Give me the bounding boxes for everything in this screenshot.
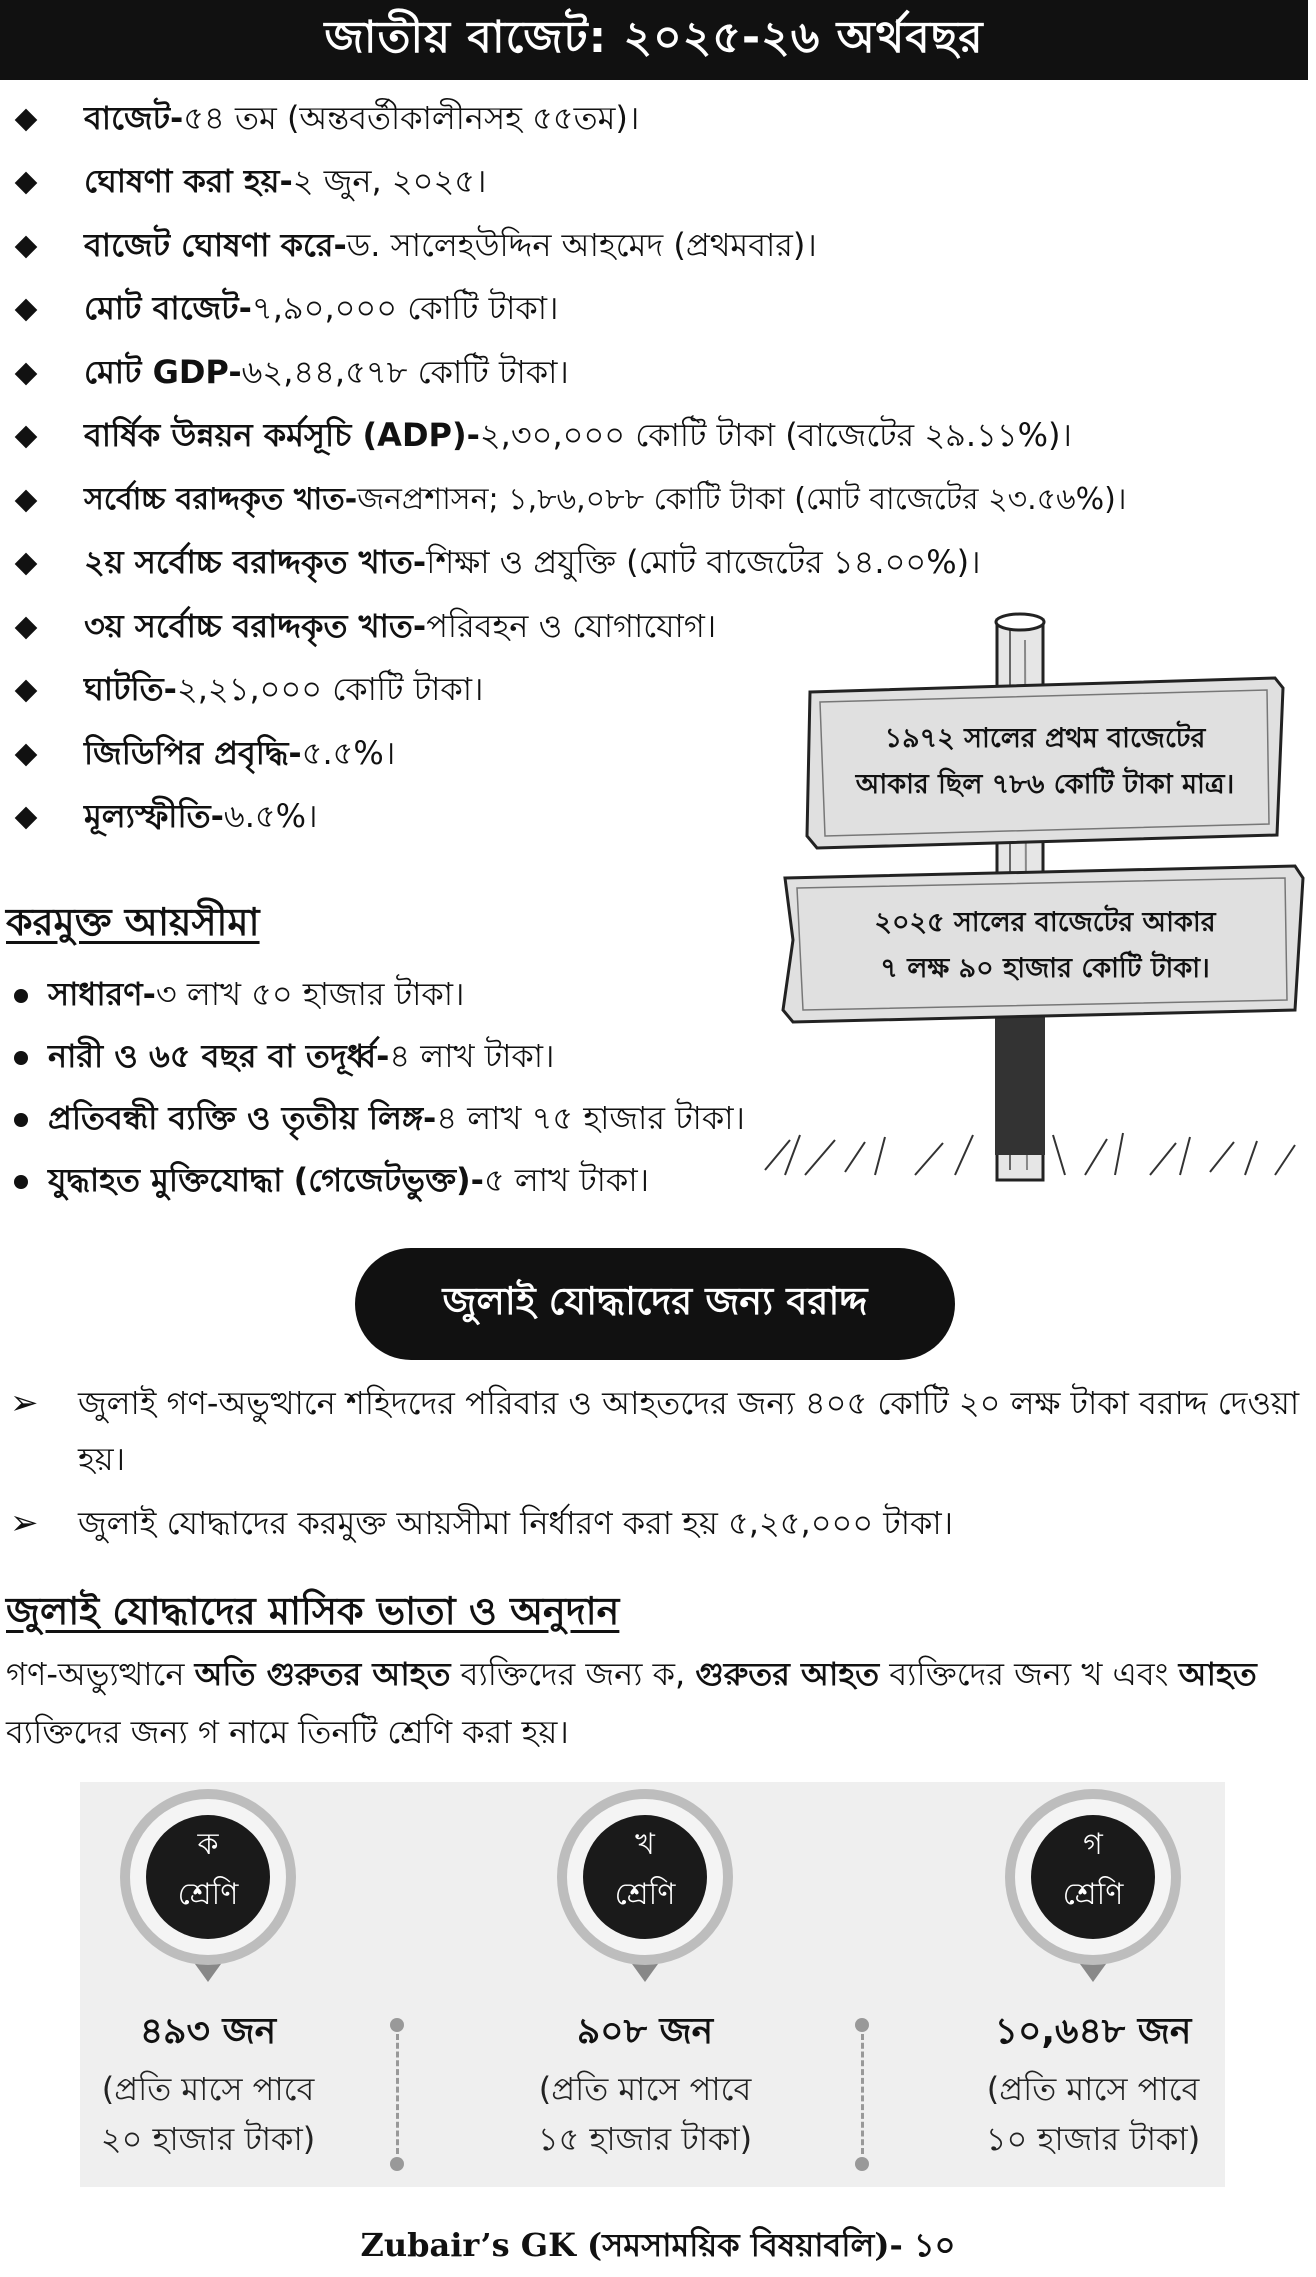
tax-label: যুদ্ধাহত মুক্তিযোদ্ধা (গেজেটভুক্ত)-: [48, 1161, 484, 1199]
allocation-text: জুলাই যোদ্ধাদের করমুক্ত আয়সীমা নির্ধারণ করা হয় ৫,২৫,০০০ টাকা।: [78, 1504, 954, 1542]
para-bold: অতি গুরুতর আহত: [194, 1655, 451, 1693]
july-allocation-heading: জুলাই যোদ্ধাদের জন্য বরাদ্দ: [355, 1248, 955, 1360]
para-text: ব্যক্তিদের জন্য ক,: [450, 1655, 696, 1693]
fact-label: মোট বাজেট-: [84, 289, 252, 328]
diamond-bullet-icon: [15, 299, 38, 322]
separator-line: [861, 2034, 864, 2154]
list-item: [10, 279, 1310, 343]
tax-value: ৪ লাখ টাকা।: [389, 1037, 555, 1075]
list-item: [10, 1027, 745, 1089]
list-item: [10, 1089, 745, 1151]
fact-label: ঘোষণা করা হয়-: [84, 162, 293, 201]
fact-label: ৩য় সর্বোচ্চ বরাদ্দকৃত খাত-: [84, 606, 427, 645]
fact-value: ৫.৫%।: [301, 733, 396, 772]
list-item: [10, 215, 1310, 279]
fact-value: পরিবহন ও যোগাযোগ।: [426, 606, 717, 645]
category-letter: খ: [635, 1827, 655, 1862]
fact-label: জিডিপির প্রবৃদ্ধি-: [84, 733, 302, 772]
diamond-bullet-icon: [15, 807, 38, 830]
diamond-bullet-icon: [15, 680, 38, 703]
sign-bottom-line1: ২০২৫ সালের বাজেটের আকার: [874, 907, 1216, 938]
fact-label: বার্ষিক উন্নয়ন কর্মসূচি (ADP)-: [84, 416, 480, 455]
list-item: [10, 965, 745, 1027]
list-item: [10, 406, 1310, 470]
bullet-icon: [14, 1175, 28, 1189]
category-count: ৯০৮ জন: [576, 2011, 714, 2052]
tax-value: ৩ লাখ ৫০ হাজার টাকা।: [155, 975, 465, 1013]
fact-label: ২য় সর্বোচ্চ বরাদ্দকৃত খাত-: [84, 543, 427, 582]
para-bold: গুরুতর আহত: [695, 1655, 880, 1693]
category-word: শ্রেণি: [177, 1877, 239, 1912]
fact-label: বাজেট ঘোষণা করে-: [84, 225, 347, 264]
fact-label: বাজেট-: [84, 98, 184, 137]
list-item: [10, 342, 1310, 406]
list-item: [10, 1375, 1306, 1487]
diamond-bullet-icon: [15, 172, 38, 195]
fact-value: জনপ্রশাসন; ১,৮৬,০৮৮ কোটি টাকা (মোট বাজেটের ২৩.৫৬%)।: [357, 482, 1127, 518]
fact-value: ড. সালেহউদ্দিন আহমেদ (প্রথমবার)।: [346, 225, 817, 264]
fact-value: ২,২১,০০০ কোটি টাকা।: [176, 670, 484, 709]
sign-top-line1: ১৯৭২ সালের প্রথম বাজেটের: [884, 723, 1206, 754]
fact-label: মূল্যস্ফীতি-: [84, 797, 224, 836]
page-title: জাতীয় বাজেট: ২০২৫-২৬ অর্থবছর: [0, 0, 1308, 80]
separator-dot: [390, 2157, 404, 2171]
fact-value: ৭,৯০,০০০ কোটি টাকা।: [251, 289, 559, 328]
tax-free-list: [10, 965, 745, 1213]
category-word: শ্রেণি: [1062, 1877, 1124, 1912]
para-text: ব্যক্তিদের জন্য গ নামে তিনটি শ্রেণি করা হয়।: [6, 1713, 569, 1751]
fact-label: ঘাটতি-: [84, 670, 177, 709]
para-text: গণ-অভ্যুত্থানে: [6, 1655, 195, 1693]
category-note: ২০ হাজার টাকা): [100, 2120, 316, 2158]
diamond-bullet-icon: [15, 743, 38, 766]
page-footer: Zubair’s GK (সমসাময়িক বিষয়াবলি)- ১০: [360, 2226, 956, 2264]
fact-value: ৫৪ তম (অন্তবর্তীকালীনসহ ৫৫তম)।: [183, 98, 640, 137]
category-note: ১৫ হাজার টাকা): [537, 2120, 753, 2158]
tax-label: সাধারণ-: [48, 975, 156, 1013]
fact-value: ২ জুন, ২০২৫।: [292, 162, 487, 201]
category-count: ১০,৬৪৮ জন: [994, 2011, 1192, 2052]
tax-free-heading: করমুক্ত আয়সীমা: [6, 900, 260, 944]
fact-value: শিক্ষা ও প্রযুক্তি (মোট বাজেটের ১৪.০০%)।: [426, 543, 981, 582]
signpost-illustration: [755, 610, 1305, 1190]
sign-top-line2: আকার ছিল ৭৮৬ কোটি টাকা মাত্র।: [855, 769, 1235, 800]
diamond-bullet-icon: [15, 489, 38, 512]
fact-value: ৬২,৪৪,৫৭৮ কোটি টাকা।: [241, 352, 569, 391]
diamond-bullet-icon: [15, 362, 38, 385]
category-note: (প্রতি মাসে পাবে: [538, 2070, 752, 2108]
allowance-heading: জুলাই যোদ্ধাদের মাসিক ভাতা ও অনুদান: [6, 1589, 620, 1633]
arrow-bullet-icon: ➢: [10, 1383, 39, 1423]
separator-dot: [855, 2018, 869, 2032]
tax-value: ৫ লাখ টাকা।: [483, 1161, 650, 1199]
tax-label: প্রতিবন্ধী ব্যক্তি ও তৃতীয় লিঙ্গ-: [48, 1099, 437, 1137]
category-note: (প্রতি মাসে পাবে: [986, 2070, 1200, 2108]
fact-value: ২,৩০,০০০ কোটি টাকা (বাজেটের ২৯.১১%)।: [479, 416, 1072, 455]
category-card-kha: [495, 1782, 795, 2164]
fact-label: সর্বোচ্চ বরাদ্দকৃত খাত-: [84, 482, 358, 518]
para-text: ব্যক্তিদের জন্য খ এবং: [879, 1655, 1179, 1693]
para-bold: আহত: [1178, 1655, 1257, 1693]
diamond-bullet-icon: [15, 108, 38, 131]
category-note: ১০ হাজার টাকা): [985, 2120, 1201, 2158]
arrow-bullet-icon: ➢: [10, 1503, 39, 1543]
category-count: ৪৯৩ জন: [139, 2011, 277, 2052]
separator-dot: [855, 2157, 869, 2171]
bullet-icon: [14, 989, 28, 1003]
separator-dot: [390, 2018, 404, 2032]
list-item: [10, 1495, 1306, 1551]
bullet-icon: [14, 1113, 28, 1127]
diamond-bullet-icon: [15, 553, 38, 576]
fact-label: মোট GDP-: [84, 352, 242, 391]
diamond-bullet-icon: [15, 235, 38, 258]
sign-bottom-line2: ৭ লক্ষ ৯০ হাজার কোটি টাকা।: [880, 953, 1210, 984]
tax-value: ৪ লাখ ৭৫ হাজার টাকা।: [436, 1099, 745, 1137]
diamond-bullet-icon: [15, 426, 38, 449]
list-item: [10, 469, 1310, 533]
category-card-ga: [943, 1782, 1243, 2164]
list-item: [10, 533, 1310, 597]
category-note: (প্রতি মাসে পাবে: [101, 2070, 315, 2108]
category-letter: ক: [197, 1827, 219, 1862]
diamond-bullet-icon: [15, 616, 38, 639]
category-card-ka: [58, 1782, 358, 2164]
category-letter: গ: [1083, 1827, 1103, 1862]
list-item: [10, 88, 1310, 152]
july-allocation-list: [10, 1375, 1306, 1551]
tax-label: নারী ও ৬৫ বছর বা তদূর্ধ্ব-: [48, 1037, 390, 1075]
category-description: [6, 1645, 1306, 1761]
bullet-icon: [14, 1051, 28, 1065]
list-item: [10, 1151, 745, 1213]
allocation-text: জুলাই গণ-অভুত্থানে শহিদদের পরিবার ও আহতদের জন্য ৪০৫ কোটি ২০ লক্ষ টাকা বরাদ্দ দেওয়া হয়।: [78, 1384, 1300, 1478]
list-item: [10, 152, 1310, 216]
separator-line: [396, 2034, 399, 2154]
fact-value: ৬.৫%।: [223, 797, 318, 836]
category-word: শ্রেণি: [614, 1877, 676, 1912]
